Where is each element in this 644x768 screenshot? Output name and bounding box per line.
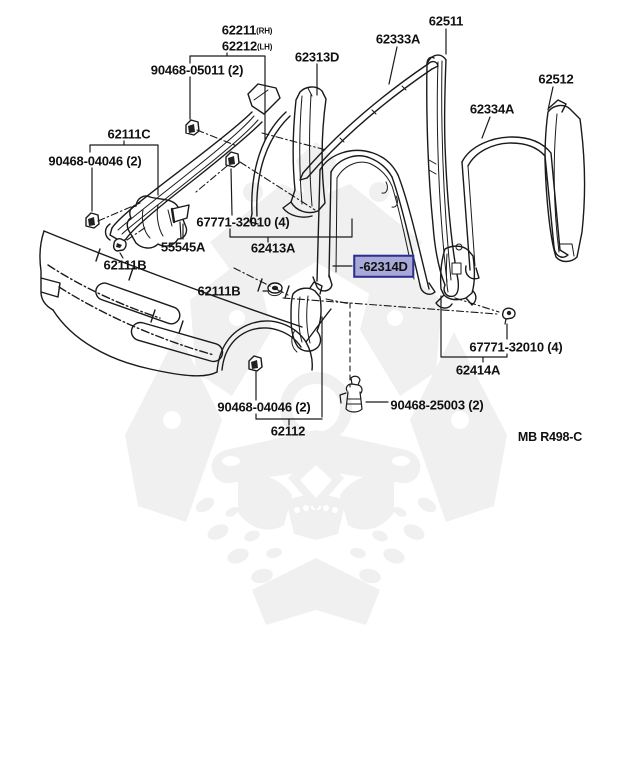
part-label-62111B-b[interactable]: 62111B [197, 283, 241, 299]
part-label-67771-32010-a[interactable]: 67771-32010 (4) [196, 214, 290, 230]
part-label-62512[interactable]: 62512 [538, 71, 574, 87]
clip-67771-right-icon [503, 308, 515, 324]
part-label-90468-04046-b[interactable]: 90468-04046 (2) [217, 399, 311, 415]
part-label-62314D[interactable]: -62314D [353, 255, 414, 278]
part-drawing-62512 [545, 100, 584, 262]
part-drawing-62334A [462, 137, 568, 279]
part-label-55545A[interactable]: 55545A [160, 239, 206, 255]
part-label-67771-32010-b[interactable]: 67771-32010 (4) [469, 339, 563, 355]
part-label-62112[interactable]: 62112 [270, 423, 306, 439]
part-label-62334A[interactable]: 62334A [469, 101, 515, 117]
part-label-90468-04046-a[interactable]: 90468-04046 (2) [48, 153, 142, 169]
part-label-62413A[interactable]: 62413A [250, 240, 296, 256]
clip-62111B-b-icon [268, 283, 282, 296]
part-drawing-62333A [300, 62, 438, 180]
clip-90468-04046-b-icon [249, 356, 262, 371]
part-label-62111C[interactable]: 62111C [107, 126, 151, 142]
figure-code: MB R498-C [517, 429, 583, 444]
part-label-62333A[interactable]: 62333A [375, 31, 421, 47]
part-label-90468-05011[interactable]: 90468-05011 (2) [150, 62, 244, 78]
clip-90468-05011-icon [186, 120, 199, 135]
part-label-62511[interactable]: 62511 [428, 13, 464, 29]
part-label-90468-25003[interactable]: 90468-25003 (2) [390, 397, 484, 413]
part-label-62111B-a[interactable]: 62111B [103, 257, 147, 273]
part-label-62211[interactable]: 62211(RH) [221, 22, 273, 38]
part-label-62414A[interactable]: 62414A [455, 362, 501, 378]
part-label-62313D[interactable]: 62313D [294, 49, 340, 65]
part-label-62212[interactable]: 62212(LH) [221, 38, 273, 54]
clip-90468-04046-a-icon [86, 213, 99, 228]
clip-62111B-a-icon [114, 239, 126, 251]
clip-67771-top-icon [226, 152, 239, 167]
